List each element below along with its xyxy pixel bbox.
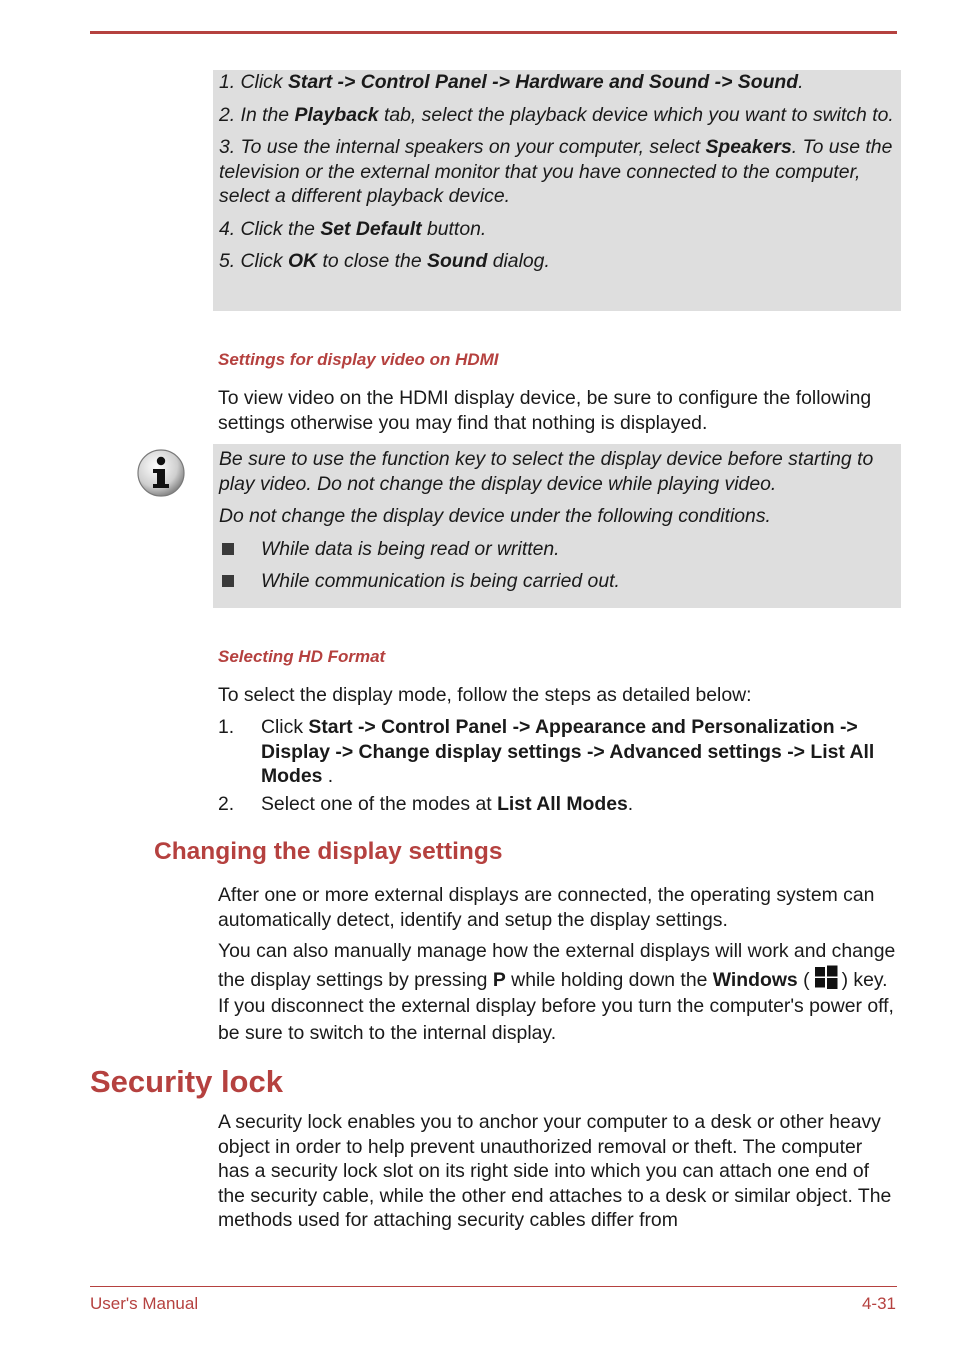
- note-box-sound-steps: [213, 70, 901, 311]
- note-step-4: 4. Click the Set Default button.: [219, 217, 487, 240]
- hd-format-intro: To select the display mode, follow the steps as detailed below:: [218, 684, 752, 706]
- note-hdmi-bullets: [219, 537, 895, 594]
- footer-rule: [90, 1286, 897, 1287]
- heading-security-lock: Security lock: [90, 1064, 283, 1099]
- note-step-2: 2. In the Playback tab, select the playback device which you want to switch to.: [219, 103, 894, 126]
- header-rule: [90, 31, 897, 34]
- footer-title: User's Manual: [90, 1294, 199, 1313]
- note-hdmi-p1: Be sure to use the function key to select the display device before starting to play video. Do not change the display device while playing video.: [219, 448, 874, 495]
- page-number: 4-31: [861, 1294, 896, 1313]
- note-hdmi-p2: Do not change the display device under the following conditions.: [219, 505, 771, 527]
- windows-logo-icon: [814, 965, 838, 989]
- list-item: While communication is being carried out.: [219, 569, 895, 594]
- display-settings-body: After one or more external displays are connected, the operating system can automatically detect, identify and setup the display settings. You can also manually manage how the external displays will work and change the display settings by pressing P while holding down the Windows ( ) key. If you disconnect the external display before you turn the computer's power off, be sure to switch to the internal display.: [218, 884, 896, 1044]
- security-lock-body: A security lock enables you to anchor your computer to a desk or other heavy object in order to help prevent unauthorized removal or theft. The computer has a security lock slot on its right side into which you can attach one end of the security cable, while the other end attaches to a desk or similar object. The methods used for attaching security cables differ from: [218, 1111, 892, 1231]
- subheading-hd-format: Selecting HD Format: [218, 647, 386, 666]
- list-item: 2. Select one of the modes at List All Modes.: [218, 792, 634, 815]
- bullet-square-icon: [222, 575, 234, 587]
- list-item: While data is being read or written.: [219, 537, 895, 562]
- hdmi-intro: To view video on the HDMI display device, be sure to configure the following settings otherwise you may find that nothing is displayed.: [218, 387, 872, 434]
- subheading-hdmi: Settings for display video on HDMI: [218, 350, 499, 369]
- hd-format-steps: [218, 715, 898, 819]
- bullet-square-icon: [222, 543, 234, 555]
- note-box-hdmi: [213, 444, 901, 608]
- heading-display-settings: Changing the display settings: [154, 838, 503, 865]
- info-icon: [136, 448, 186, 498]
- note-step-3: 3. To use the internal speakers on your computer, select Speakers. To use the television or the external monitor that you have connected to the computer, select a different playback device.: [219, 136, 893, 207]
- note-step-1: 1. Click Start -> Control Panel -> Hardware and Sound -> Sound.: [219, 71, 804, 93]
- note-step-5: 5. Click OK to close the Sound dialog.: [219, 250, 550, 272]
- list-item: 1. Click Start -> Control Panel -> Appearance and Personalization -> Display -> Change display settings -> Advanced settings -> List All Modes .: [218, 716, 875, 787]
